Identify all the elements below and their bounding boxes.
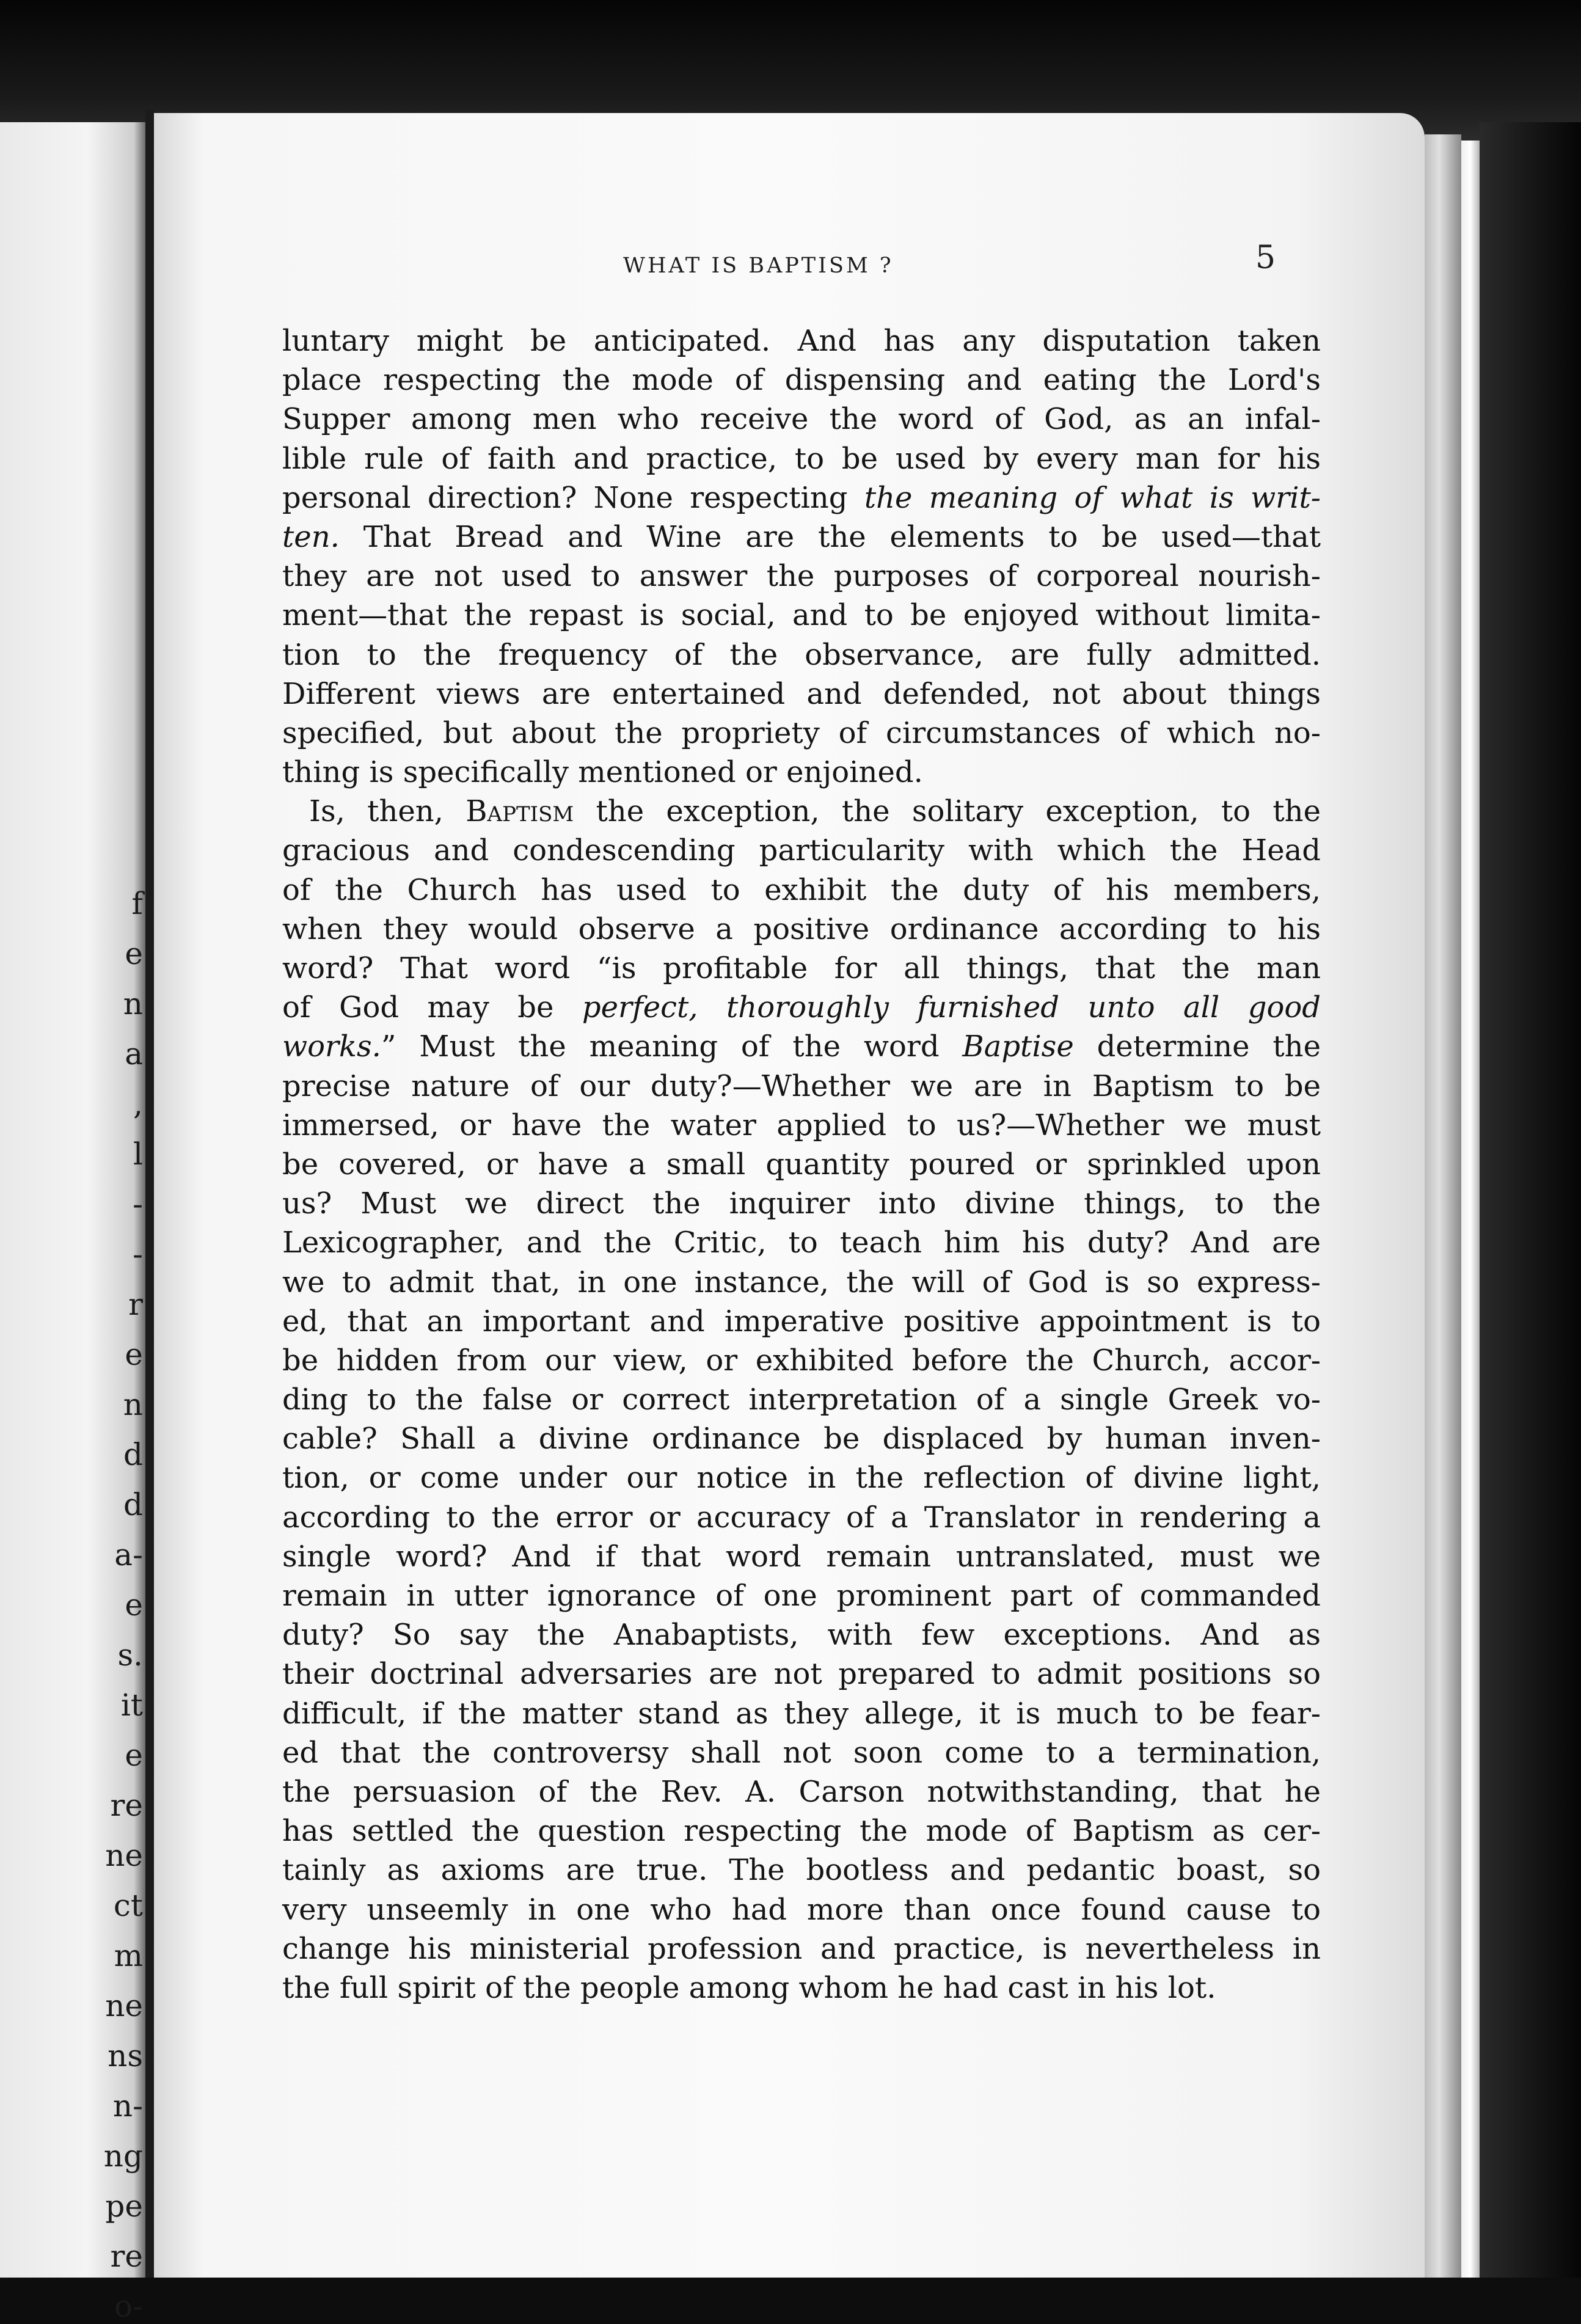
text-line bbox=[282, 1067, 1321, 1106]
text-line bbox=[282, 1694, 1321, 1733]
text-run: difficult, if the matter stand as they allege, it is much to be fear- bbox=[282, 1696, 1321, 1731]
text-run: when they would observe a positive ordinance according to his bbox=[282, 912, 1321, 946]
text-line bbox=[282, 1380, 1321, 1419]
left-edge-fragment: - bbox=[133, 1237, 143, 1272]
text-line bbox=[282, 1968, 1321, 2008]
text-run: That Bread and Wine are the elements to be used—that bbox=[339, 519, 1321, 554]
left-edge-fragment: n bbox=[123, 986, 143, 1021]
text-run: be hidden from our view, or exhibited before the Church, accor- bbox=[282, 1343, 1321, 1378]
italic-text: ten. bbox=[282, 519, 340, 554]
text-line bbox=[282, 1929, 1321, 1968]
text-run: the exception, the solitary exception, to the bbox=[574, 794, 1321, 829]
left-edge-fragment: ne bbox=[105, 1838, 143, 1873]
text-run: ” Must the meaning of the word bbox=[381, 1029, 963, 1064]
text-line bbox=[282, 949, 1321, 988]
text-line bbox=[282, 360, 1321, 400]
text-line bbox=[282, 1615, 1321, 1654]
text-line bbox=[282, 1106, 1321, 1145]
page-number: 5 bbox=[1255, 239, 1276, 276]
text-run: their doctrinal adversaries are not prepared to admit positions so bbox=[282, 1657, 1321, 1692]
text-run: cable? Shall a divine ordinance be displaced by human inven- bbox=[282, 1422, 1321, 1456]
text-run: the full spirit of the people among whom he had cast in his lot. bbox=[282, 1970, 1216, 2005]
text-run: ed that the controversy shall not soon come to a termination, bbox=[282, 1735, 1321, 1770]
text-line bbox=[282, 1811, 1321, 1851]
text-line bbox=[282, 1145, 1321, 1184]
text-line bbox=[282, 1419, 1321, 1458]
text-line bbox=[282, 478, 1321, 517]
left-edge-fragment: o- bbox=[114, 2289, 143, 2324]
text-run: ment—that the repast is social, and to be enjoyed without limita- bbox=[282, 598, 1321, 633]
text-line bbox=[282, 557, 1321, 596]
text-run: gracious and condescending particularity with which the Head bbox=[282, 833, 1321, 868]
left-edge-fragment: l bbox=[133, 1136, 143, 1172]
body-text bbox=[282, 321, 1321, 2008]
text-run: place respecting the mode of dispensing and eating the Lord's bbox=[282, 363, 1321, 398]
left-edge-fragment: ne bbox=[105, 1988, 143, 2023]
left-edge-fragment: r bbox=[128, 1287, 143, 1322]
text-line bbox=[282, 714, 1321, 753]
left-edge-fragment: e bbox=[125, 1337, 143, 1372]
text-line bbox=[282, 439, 1321, 478]
left-edge-fragment: e bbox=[125, 1738, 143, 1773]
italic-text: works. bbox=[282, 1029, 381, 1064]
book-block-edge bbox=[1425, 134, 1461, 2278]
text-run: duty? So say the Anabaptists, with few exceptions. And as bbox=[282, 1618, 1321, 1653]
left-edge-fragment: , bbox=[133, 1086, 143, 1122]
italic-text: perfect, thoroughly furnished unto all good bbox=[582, 990, 1321, 1025]
small-caps-text: Baptism bbox=[466, 794, 574, 829]
text-line bbox=[282, 1184, 1321, 1223]
left-edge-fragment: n bbox=[123, 1387, 143, 1422]
text-line bbox=[282, 831, 1321, 870]
text-run: ding to the false or correct interpretation of a single Greek vo- bbox=[282, 1383, 1321, 1417]
text-run: according to the error or accuracy of a Translator in rendering a bbox=[282, 1500, 1321, 1535]
italic-text: Baptise bbox=[962, 1029, 1074, 1064]
text-line bbox=[282, 596, 1321, 635]
text-run: be covered, or have a small quantity poured or sprinkled upon bbox=[282, 1147, 1321, 1182]
text-line bbox=[282, 674, 1321, 714]
text-line bbox=[282, 1733, 1321, 1772]
text-line bbox=[282, 1851, 1321, 1890]
text-run: tion, or come under our notice in the reflection of divine light, bbox=[282, 1461, 1321, 1496]
left-edge-fragment: a bbox=[125, 1036, 143, 1072]
text-line bbox=[282, 517, 1321, 557]
left-edge-fragment: s. bbox=[117, 1637, 143, 1673]
left-edge-fragment: it bbox=[120, 1687, 143, 1723]
left-edge-fragment: e bbox=[125, 1587, 143, 1623]
text-line bbox=[282, 988, 1321, 1027]
text-line bbox=[282, 400, 1321, 439]
text-run: specified, but about the propriety of circumstances of which no- bbox=[282, 715, 1321, 750]
text-run: tainly as axioms are true. The bootless and pedantic boast, so bbox=[282, 1853, 1321, 1888]
text-run: determine the bbox=[1073, 1029, 1321, 1064]
text-run: word? That word “is profitable for all things, that the man bbox=[282, 951, 1321, 985]
text-run: they are not used to answer the purposes of corporeal nourish- bbox=[282, 559, 1321, 594]
left-edge-fragment: n- bbox=[112, 2088, 143, 2124]
text-line bbox=[282, 871, 1321, 910]
text-line bbox=[282, 1772, 1321, 1811]
left-edge-fragment: d bbox=[123, 1437, 143, 1472]
text-run: Lexicographer, and the Critic, to teach him his duty? And are bbox=[282, 1226, 1321, 1260]
text-line bbox=[282, 635, 1321, 674]
text-line bbox=[282, 1654, 1321, 1694]
text-line bbox=[282, 753, 1321, 792]
text-run: very unseemly in one who had more than once found cause to bbox=[282, 1892, 1321, 1927]
text-line bbox=[282, 1458, 1321, 1497]
text-line bbox=[282, 1302, 1321, 1341]
text-run: Supper among men who receive the word of God, as an infal- bbox=[282, 402, 1321, 437]
text-run: we to admit that, in one instance, the will of God is so express- bbox=[282, 1265, 1321, 1299]
left-page-edge-text bbox=[0, 122, 145, 2324]
left-edge-fragment: d bbox=[123, 1487, 143, 1522]
text-run: ed, that an important and imperative positive appointment is to bbox=[282, 1304, 1321, 1339]
text-line bbox=[282, 910, 1321, 949]
text-run: the persuasion of the Rev. A. Carson notwithstanding, that he bbox=[282, 1774, 1321, 1809]
left-edge-fragment: ns bbox=[108, 2038, 143, 2074]
text-line bbox=[282, 1498, 1321, 1537]
text-run: has settled the question respecting the mode of Baptism as cer- bbox=[282, 1814, 1321, 1849]
text-run: Is, then, bbox=[309, 794, 466, 829]
text-run: us? Must we direct the inquirer into divine things, to the bbox=[282, 1186, 1321, 1221]
left-edge-fragment: pe bbox=[105, 2188, 143, 2224]
italic-text: the meaning of what is writ- bbox=[864, 480, 1321, 515]
text-run: immersed, or have the water applied to us?—Whether we must bbox=[282, 1108, 1321, 1142]
text-run: thing is specifically mentioned or enjoined. bbox=[282, 755, 923, 790]
left-edge-fragment: f bbox=[131, 886, 143, 921]
left-edge-fragment: m bbox=[114, 1938, 143, 1973]
text-line bbox=[282, 1341, 1321, 1380]
text-line bbox=[282, 1537, 1321, 1576]
left-facing-page bbox=[0, 122, 145, 2324]
text-line bbox=[282, 1890, 1321, 1929]
left-edge-fragment: re bbox=[110, 2238, 143, 2274]
text-run: personal direction? None respecting bbox=[282, 480, 864, 515]
left-edge-fragment: e bbox=[125, 936, 143, 971]
left-edge-fragment: ct bbox=[113, 1888, 143, 1923]
text-line bbox=[282, 1263, 1321, 1302]
text-line bbox=[282, 792, 1321, 831]
text-run: lible rule of faith and practice, to be used by every man for his bbox=[282, 441, 1321, 476]
text-run: remain in utter ignorance of one prominent part of commanded bbox=[282, 1579, 1321, 1613]
book-block-edge-light bbox=[1461, 141, 1480, 2278]
left-edge-fragment: ng bbox=[103, 2138, 143, 2174]
text-line bbox=[282, 321, 1321, 360]
left-edge-fragment: re bbox=[110, 1788, 143, 1823]
text-run: single word? And if that word remain untranslated, must we bbox=[282, 1539, 1321, 1574]
text-line bbox=[282, 1576, 1321, 1615]
left-edge-fragment: - bbox=[133, 1186, 143, 1222]
text-run: Different views are entertained and defended, not about things bbox=[282, 676, 1321, 711]
book-gutter bbox=[145, 110, 154, 2278]
text-run: of the Church has used to exhibit the duty of his members, bbox=[282, 872, 1321, 907]
text-run: change his ministerial profession and practice, is nevertheless in bbox=[282, 1931, 1321, 1966]
text-run: luntary might be anticipated. And has any disputation taken bbox=[282, 324, 1321, 358]
film-right-shadow bbox=[1480, 122, 1581, 2278]
left-edge-fragment: a- bbox=[114, 1537, 143, 1573]
text-run: precise nature of our duty?—Whether we are in Baptism to be bbox=[282, 1069, 1321, 1103]
text-line bbox=[282, 1223, 1321, 1262]
running-head: WHAT IS BAPTISM ? bbox=[623, 254, 894, 278]
text-run: of God may be bbox=[282, 990, 582, 1025]
text-line bbox=[282, 1027, 1321, 1066]
text-run: tion to the frequency of the observance, are fully admitted. bbox=[282, 637, 1321, 672]
